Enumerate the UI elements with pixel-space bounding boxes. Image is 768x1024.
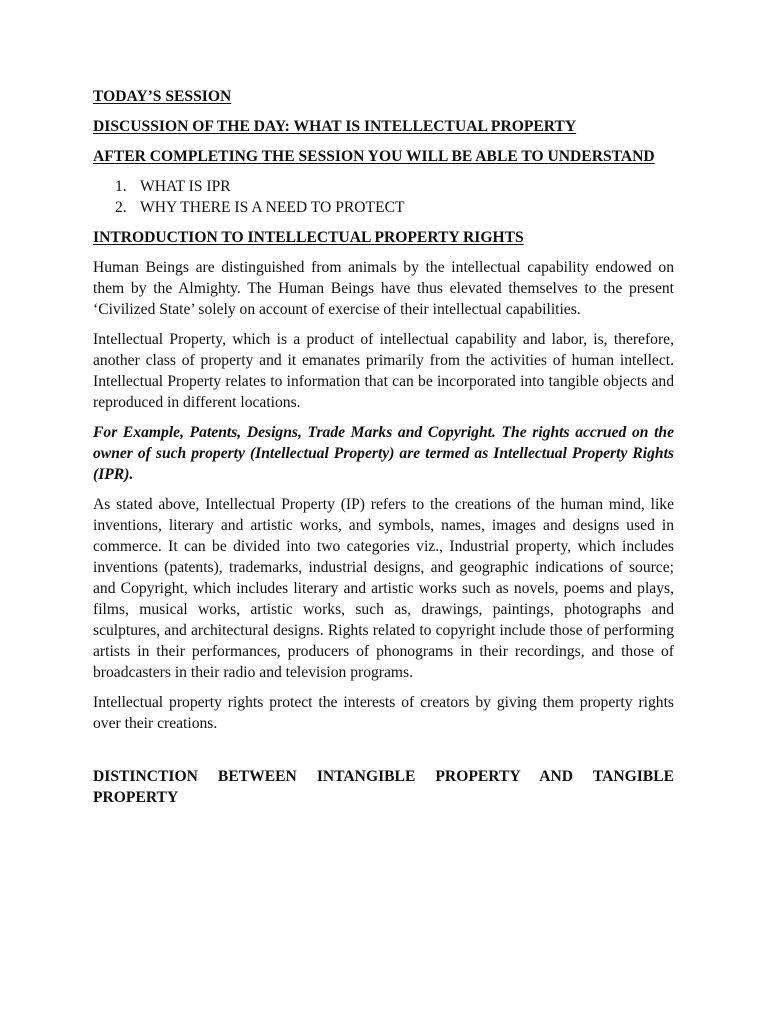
paragraph-rights-protect: Intellectual property rights protect the interests of creators by giving them property rights over their creations. xyxy=(93,694,674,732)
intro-heading: INTRODUCTION TO INTELLECTUAL PROPERTY RIGHTS xyxy=(93,229,524,246)
paragraph-intellectual-property: Intellectual Property, which is a product of intellectual capability and labor, is, therefore, another class of property and it emanates primarily from the activities of human intellect. Intellectual Property relates to information that can be incorporated into tangible objects and reproduced in different locations. xyxy=(93,331,674,411)
list-item xyxy=(115,176,674,197)
list-item-text: WHY THERE IS A NEED TO PROTECT xyxy=(140,199,405,216)
list-item xyxy=(115,197,674,218)
paragraph-human-beings: Human Beings are distinguished from animals by the intellectual capability endowed on them by the Almighty. The Human Beings have thus elevated themselves to the present ‘Civilized State’ solely on account of exercise of their intellectual capabilities. xyxy=(93,259,674,318)
objectives-heading: AFTER COMPLETING THE SESSION YOU WILL BE ABLE TO UNDERSTAND xyxy=(93,148,655,165)
document-page xyxy=(93,86,674,808)
paragraph-example: For Example, Patents, Designs, Trade Marks and Copyright. The rights accrued on the owner of such property (Intellectual Property) are termed as Intellectual Property Rights (IPR). xyxy=(93,424,674,483)
objectives-list xyxy=(93,176,674,218)
list-item-number: 1. xyxy=(115,178,127,195)
discussion-heading: DISCUSSION OF THE DAY: WHAT IS INTELLECTUAL PROPERTY xyxy=(93,118,577,135)
distinction-heading: DISTINCTION BETWEEN INTANGIBLE PROPERTY AND TANGIBLE PROPERTY xyxy=(93,768,674,806)
list-item-number: 2. xyxy=(115,199,127,216)
list-item-text: WHAT IS IPR xyxy=(140,178,231,195)
session-title: TODAY’S SESSION xyxy=(93,88,232,105)
paragraph-categories: As stated above, Intellectual Property (IP) refers to the creations of the human mind, like inventions, literary and artistic works, and symbols, names, images and designs used in commerce. It can be divided into two categories viz., Industrial property, which includes inventions (patents), trademarks, industrial designs, and geographic indications of source; and Copyright, which includes literary and artistic works such as novels, poems and plays, films, musical works, artistic works, such as, drawings, paintings, photographs and sculptures, and architectural designs. Rights related to copyright include those of performing artists in their performances, producers of phonograms in their recordings, and those of broadcasters in their radio and television programs. xyxy=(93,496,674,681)
